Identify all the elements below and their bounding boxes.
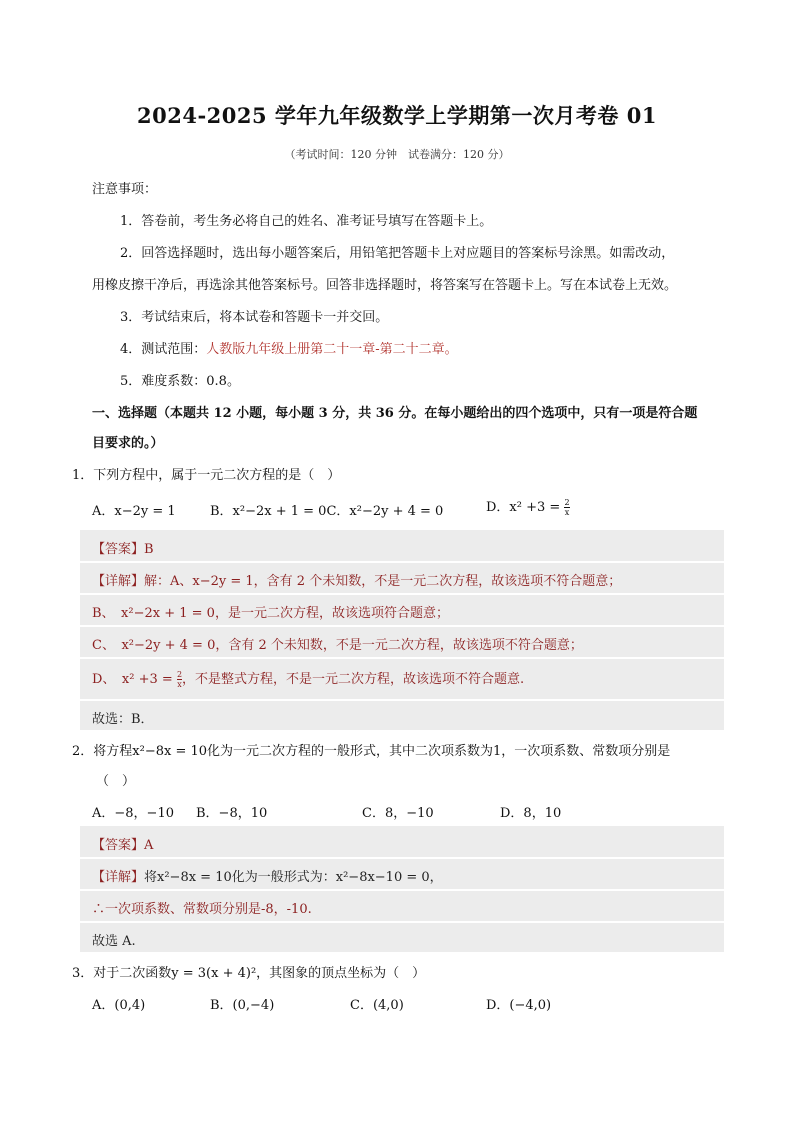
q1-separator xyxy=(80,657,724,659)
q1-conclusion-text: 故选：B． xyxy=(92,712,154,727)
q1-option-d-denominator: x xyxy=(564,508,570,517)
q1-detail-4-prefix: D、 x² +3 = xyxy=(92,672,173,687)
exam-info: （考试时间：120 分钟 试卷满分：120 分） xyxy=(284,148,510,161)
q2-detail-2: ∴一次项系数、常数项分别是-8，-10. xyxy=(92,902,312,917)
q1-conclusion xyxy=(92,708,154,727)
note-4-range: 人教版九年级上册第二十一章-第二十二章。 xyxy=(206,342,458,357)
section-heading-line1: 一、选择题（本题共 12 小题，每小题 3 分，共 36 分。在每小题给出的四个选项中，只有一项是符合题 xyxy=(92,406,698,421)
q2-option-c: C．8，−10 xyxy=(362,806,434,821)
q1-detail-4 xyxy=(92,668,524,689)
note-4 xyxy=(120,338,458,357)
page-title: 2024-2025 学年九年级数学上学期第一次月考卷 01 xyxy=(137,103,657,128)
q1-option-d-numerator: 2 xyxy=(564,498,570,507)
q1-detail-2: B、 x²−2x + 1 = 0，是一元二次方程，故该选项符合题意； xyxy=(92,606,449,621)
q2-separator xyxy=(80,889,724,891)
q1-detail-3: C、 x²−2y + 4 = 0，含有 2 个未知数，不是一元二次方程，故该选项不符合题意； xyxy=(92,638,583,653)
q1-answer xyxy=(92,538,154,557)
q2-option-a: A．−8，−10 xyxy=(92,806,174,821)
q1-detail-4-numerator: 2 xyxy=(176,670,183,679)
q1-answer-tag: 【答案】 xyxy=(92,542,145,557)
section-heading-line2: 目要求的。） xyxy=(92,436,164,451)
note-3: 3．考试结束后，将本试卷和答题卡一并交回。 xyxy=(120,310,389,325)
q1-option-d xyxy=(486,496,570,517)
note-2b: 用橡皮擦干净后，再选涂其他答案标号。回答非选择题时，将答案写在答题卡上。写在本试卷上无效。 xyxy=(92,278,678,293)
q1-option-d-prefix: D．x² +3 = xyxy=(486,500,561,515)
q2-stem-line2: （ ） xyxy=(96,774,136,789)
q2-conclusion-text: 故选 A. xyxy=(92,934,136,949)
q3-option-c: C．(4,0) xyxy=(350,998,404,1013)
notes-heading: 注意事项： xyxy=(92,182,158,197)
note-4-prefix: 4．测试范围： xyxy=(120,342,207,357)
q2-separator xyxy=(80,921,724,923)
q2-separator xyxy=(80,857,724,859)
q2-option-b: B．−8，10 xyxy=(196,806,268,821)
q1-detail-4-denominator: x xyxy=(177,680,182,689)
q1-separator xyxy=(80,699,724,701)
q1-separator xyxy=(80,561,724,563)
q2-answer-tag: 【答案】 xyxy=(92,838,145,853)
note-2a: 2．回答选择题时，选出每小题答案后，用铅笔把答题卡上对应题目的答案标号涂黑。如需改动， xyxy=(120,246,675,261)
note-1: 1．答卷前，考生务必将自己的姓名、准考证号填写在答题卡上。 xyxy=(120,214,493,229)
q2-stem-line1: 2．将方程x²−8x = 10化为一元二次方程的一般形式，其中二次项系数为1，一次项系数、常数项分别是 xyxy=(72,744,671,759)
q1-stem: 1．下列方程中，属于一元二次方程的是（ ） xyxy=(72,468,341,483)
q2-detail-tag: 【详解】 xyxy=(92,870,145,885)
q3-option-d: D．(−4,0) xyxy=(486,998,552,1013)
q2-option-d: D．8，10 xyxy=(500,806,562,821)
q1-option-d-fraction xyxy=(564,498,569,517)
q1-detail-4-suffix: ，不是整式方程，不是一元二次方程，故该选项不符合题意. xyxy=(182,672,525,687)
q3-option-a: A．(0,4) xyxy=(92,998,146,1013)
q2-detail-1 xyxy=(92,866,443,885)
q1-separator xyxy=(80,625,724,627)
q1-detail-1-text: 解：A、x−2y = 1，含有 2 个未知数，不是一元二次方程，故该选项不符合题意； xyxy=(144,574,622,589)
q1-option-b-c: B．x²−2x + 1 = 0C．x²−2y + 4 = 0 xyxy=(210,504,444,519)
q1-separator xyxy=(80,593,724,595)
q2-conclusion xyxy=(92,930,136,949)
q1-detail-tag: 【详解】 xyxy=(92,574,145,589)
q1-detail-1 xyxy=(92,570,621,589)
q2-answer-value: A xyxy=(144,838,154,853)
q3-option-b: B．(0,−4) xyxy=(210,998,275,1013)
q3-stem: 3．对于二次函数y = 3(x + 4)²，其图象的顶点坐标为（ ） xyxy=(72,966,426,981)
q1-answer-value: B xyxy=(144,542,154,557)
q2-answer xyxy=(92,834,153,853)
note-5: 5．难度系数：0.8。 xyxy=(120,374,240,389)
q1-option-a: A．x−2y = 1 xyxy=(92,504,176,519)
q2-detail-1-text: 将x²−8x = 10化为一般形式为：x²−8x−10 = 0， xyxy=(144,870,443,885)
